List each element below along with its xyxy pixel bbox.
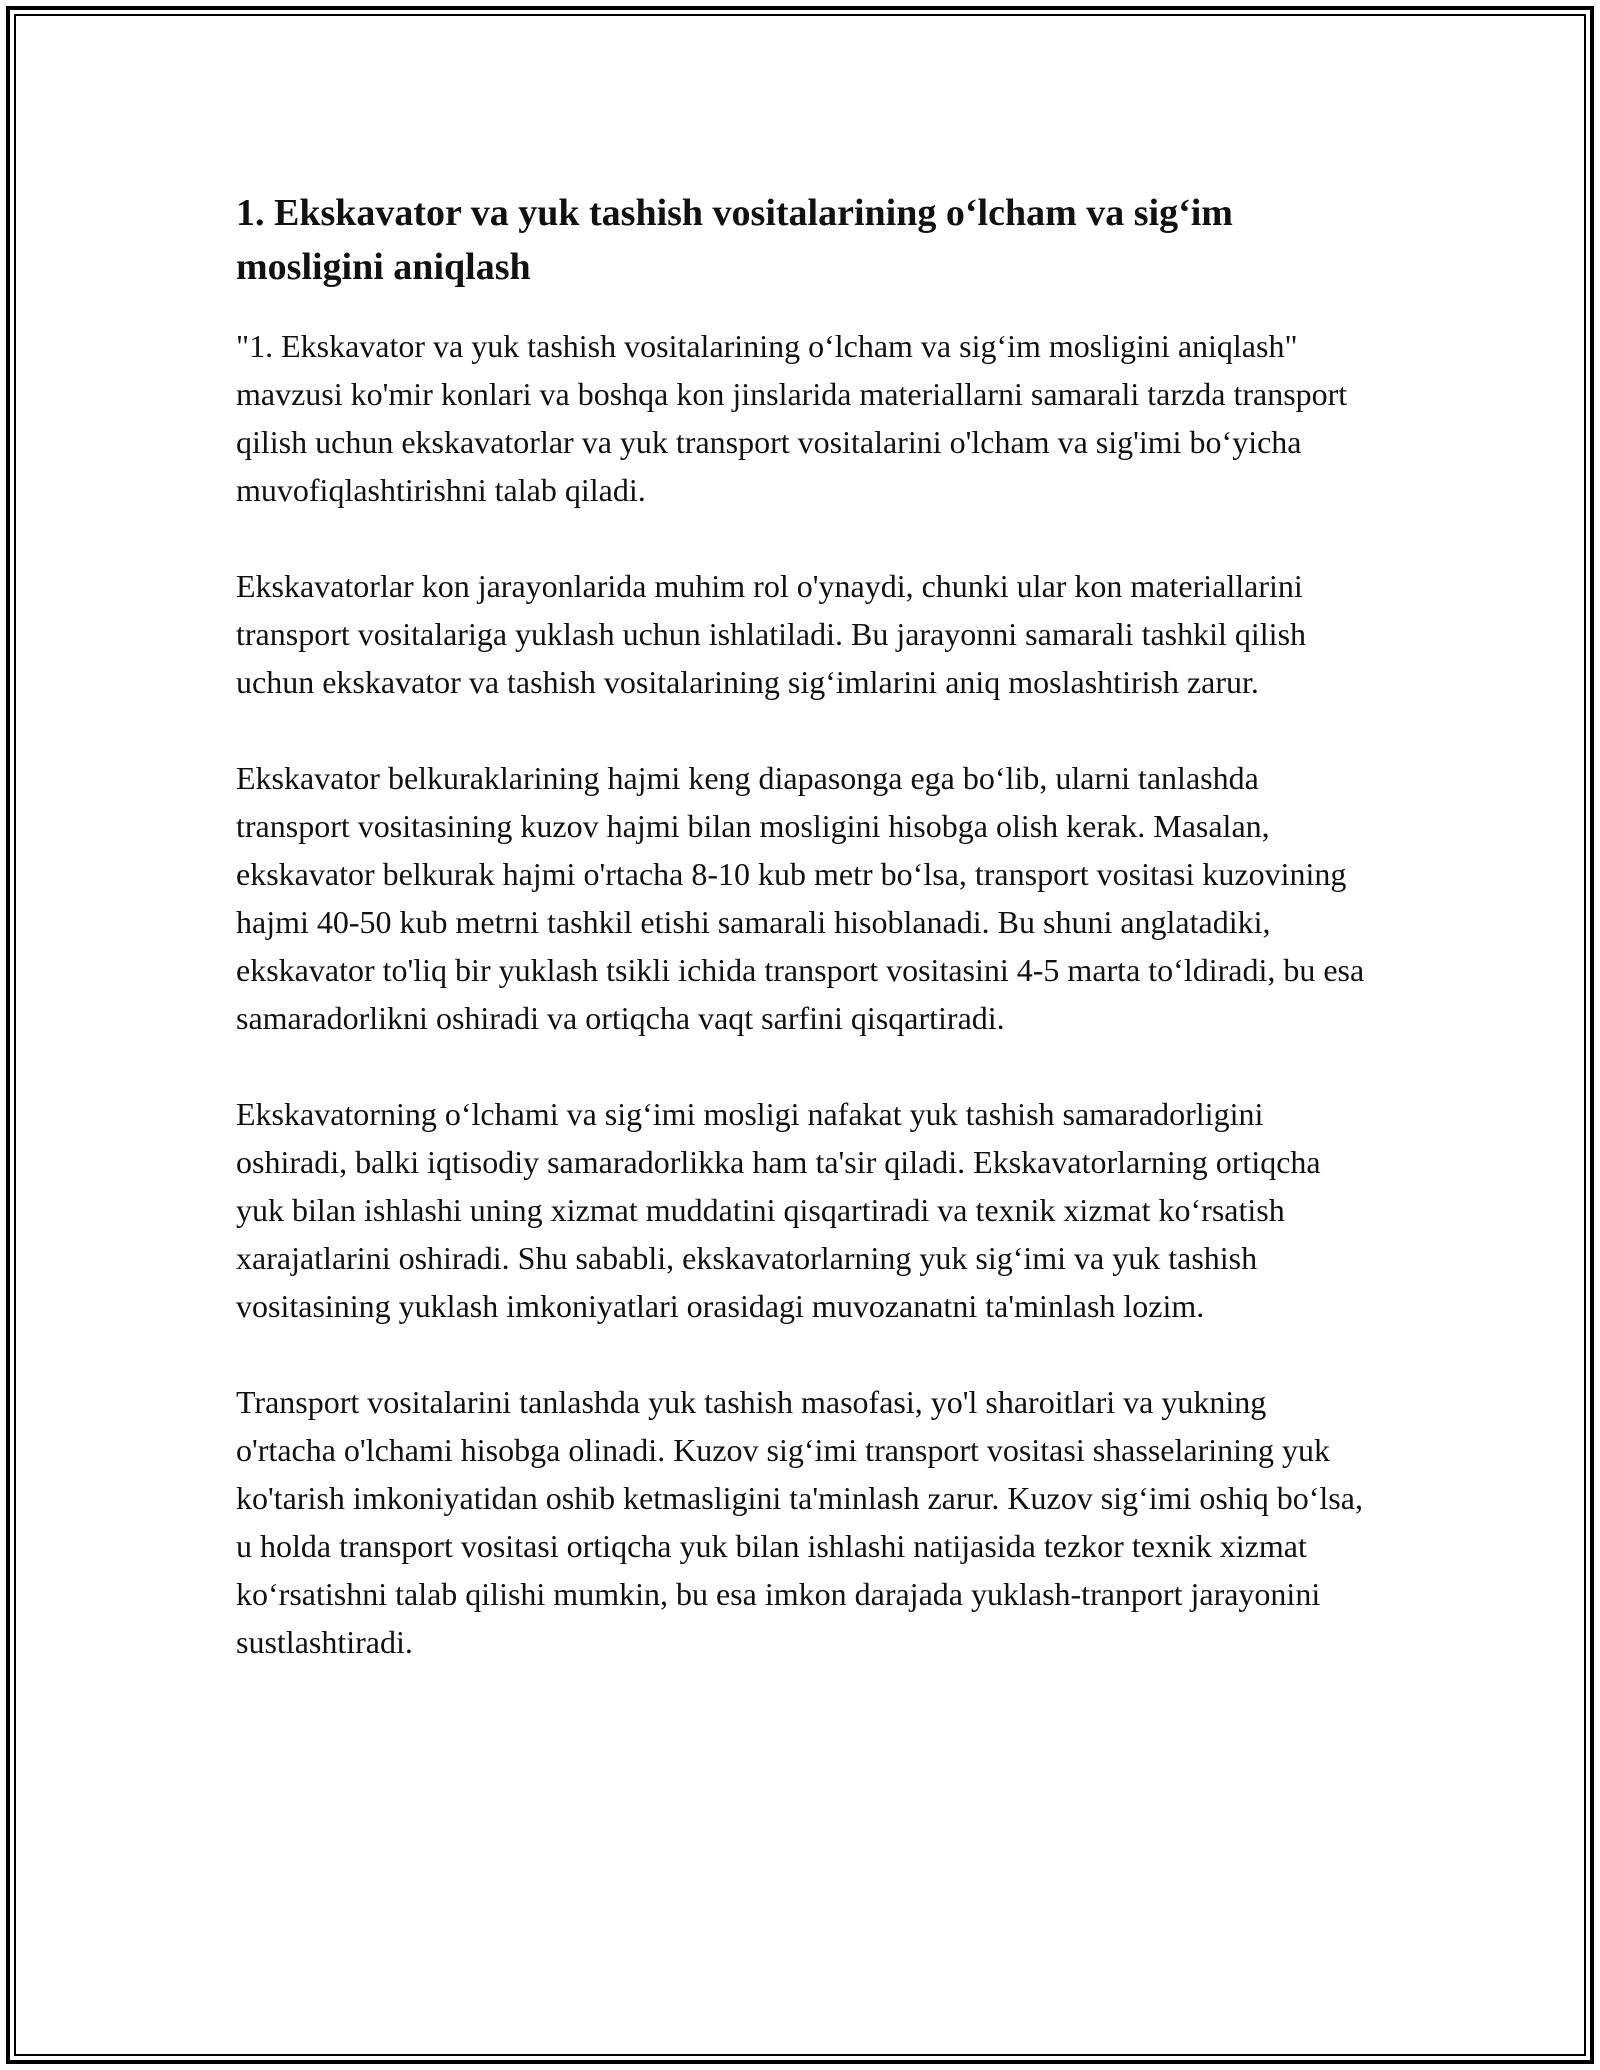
paragraph-intro: "1. Ekskavator va yuk tashish vositalarining o‘lcham va sig‘im mosligini aniqlash" mavzusi ko'mir konlari va boshqa kon jinslarida materiallarni samarali tarzda transport qilish uchun ekskavatorlar va yuk transport vositalarini o'lcham va sig'imi bo‘yicha muvofiqlashtirishni talab qiladi.	[236, 328, 1348, 508]
paragraph-bucket-volume: Ekskavator belkuraklarining hajmi keng diapasonga ega bo‘lib, ularni tanlashda transport vositasining kuzov hajmi bilan mosligini hisobga olish kerak. Masalan, ekskavator belkurak hajmi o'rtacha 8-10 kub metr bo‘lsa, transport vositasi kuzovining hajmi 40-50 kub metrni tashkil etishi samarali hisoblanadi. Bu shuni anglatadiki, ekskavator to'liq bir yuklash tsikli ichida transport vositasini 4-5 marta to‘ldiradi, bu esa samaradorlikni oshiradi va ortiqcha vaqt sarfini qisqartiradi.	[236, 760, 1365, 1036]
paragraph-transport-selection: Transport vositalarini tanlashda yuk tashish masofasi, yo'l sharoitlari va yukning o'rtacha o'lchami hisobga olinadi. Kuzov sig‘imi transport vositasi shasselarining yuk ko'tarish imkoniyatidan oshib ketmasligini ta'minlash zarur. Kuzov sig‘imi oshiq bo‘lsa, u holda transport vositasi ortiqcha yuk bilan ishlashi natijasida tezkor texnik xizmat ko‘rsatishni talab qilishi mumkin, bu esa imkon darajada yuklash-tranport jarayonini sustlashtiradi.	[236, 1384, 1363, 1660]
paragraph-economic-efficiency: Ekskavatorning o‘lchami va sig‘imi mosligi nafakat yuk tashish samaradorligini oshiradi, balki iqtisodiy samaradorlikka ham ta'sir qiladi. Ekskavatorlarning ortiqcha yuk bilan ishlashi uning xizmat muddatini qisqartiradi va texnik xizmat ko‘rsatish xarajatlarini oshiradi. Shu sababli, ekskavatorlarning yuk sig‘imi va yuk tashish vositasining yuklash imkoniyatlari orasidagi muvozanatni ta'minlash lozim.	[236, 1096, 1321, 1324]
document-title: 1. Ekskavator va yuk tashish vositalarining o‘lcham va sig‘im mosligini aniqlash	[236, 192, 1233, 288]
paragraph-excavator-role: Ekskavatorlar kon jarayonlarida muhim rol o'ynaydi, chunki ular kon materiallarini transport vositalariga yuklash uchun ishlatiladi. Bu jarayonni samarali tashkil qilish uchun ekskavator va tashish vositalarining sig‘imlarini aniq moslashtirish zarur.	[236, 568, 1307, 700]
document-body	[236, 186, 1366, 1714]
